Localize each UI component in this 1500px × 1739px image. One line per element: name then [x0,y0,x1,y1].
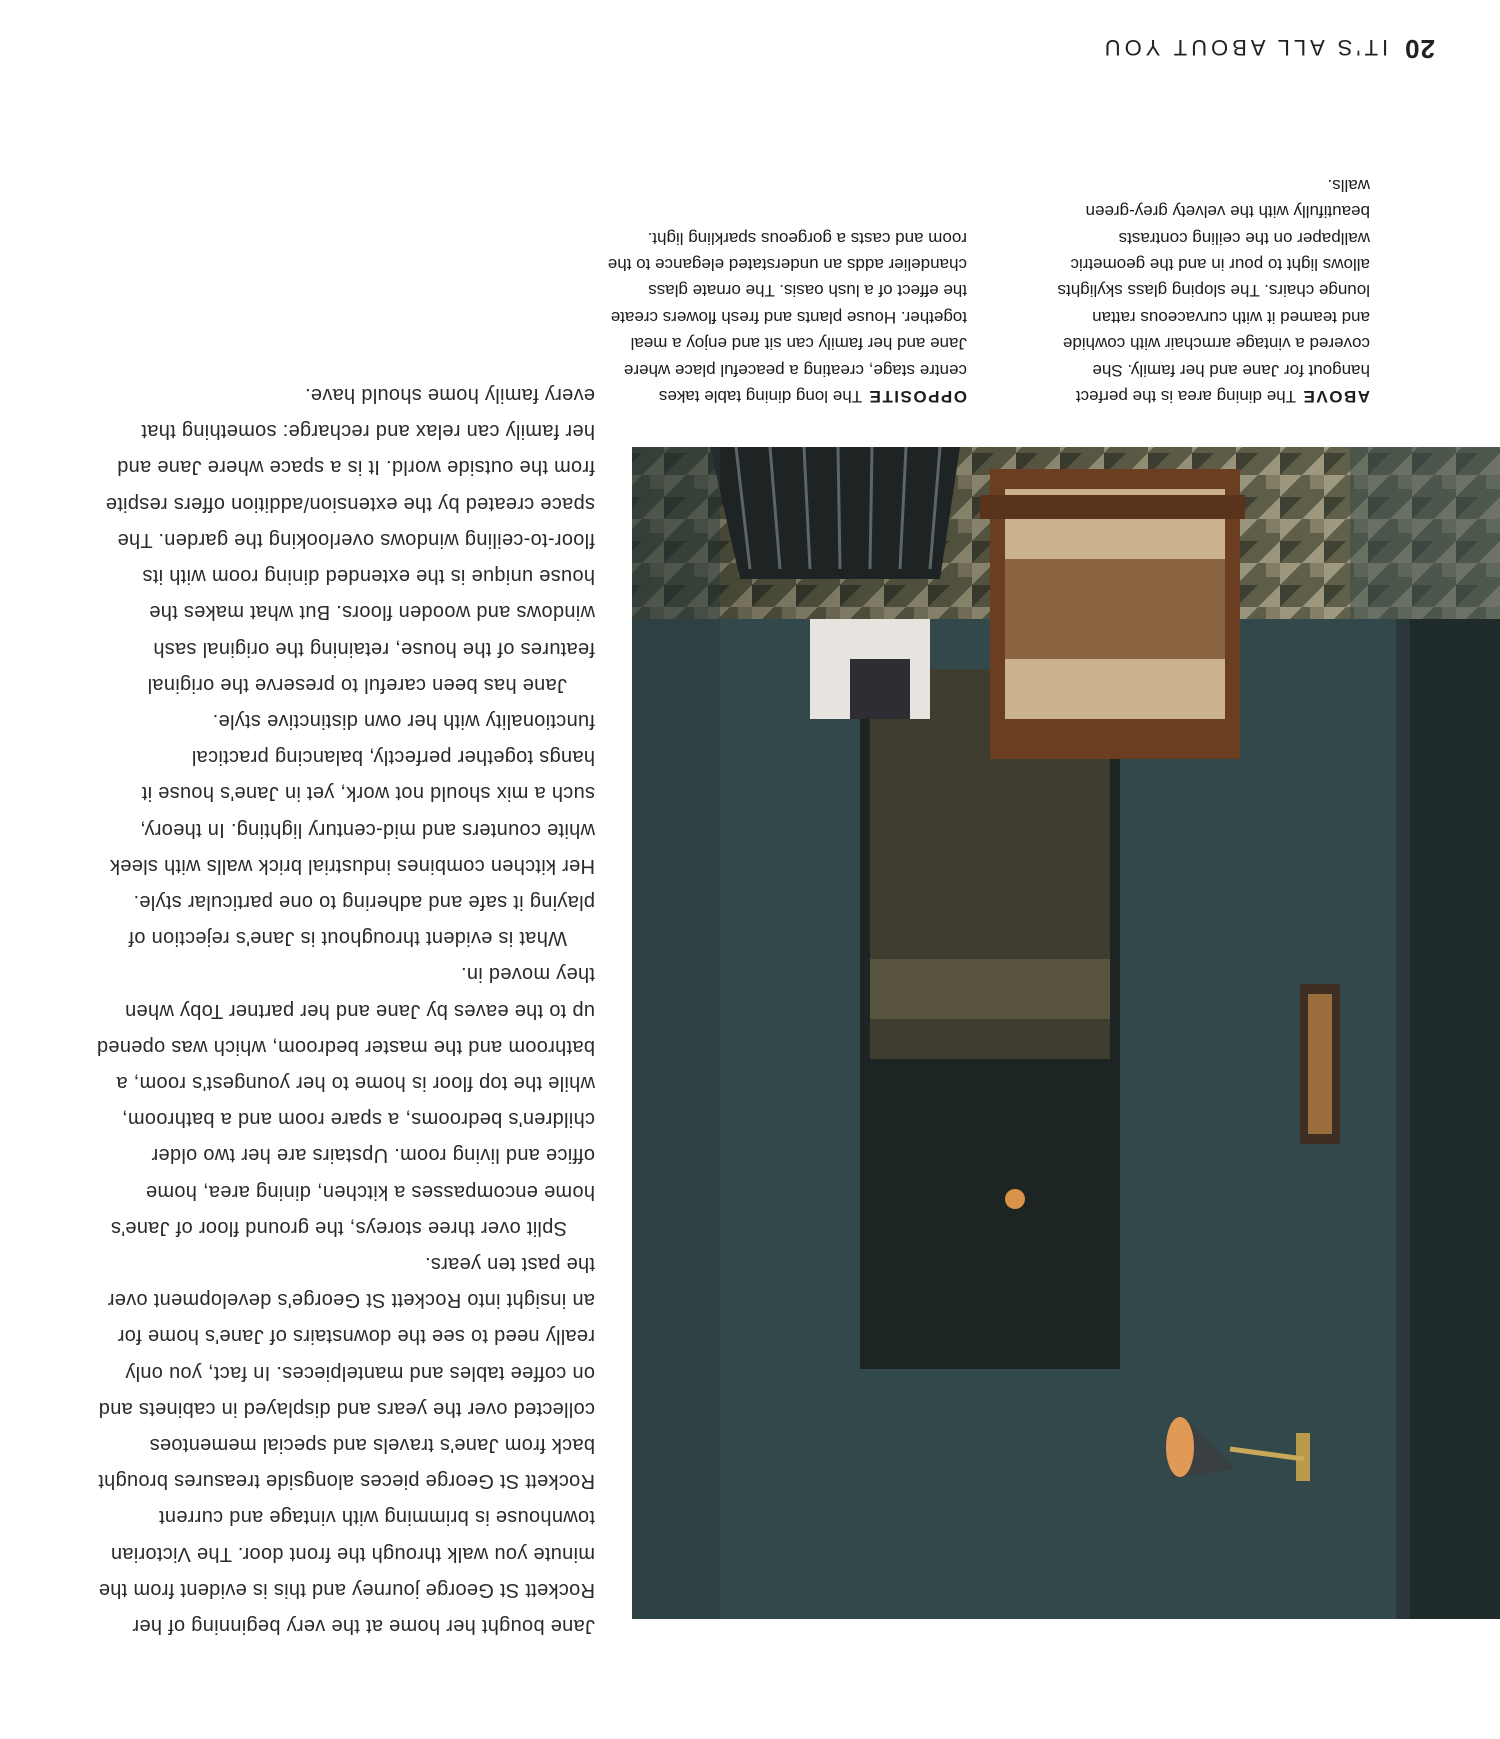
caption-above [1040,109,1370,409]
caption-lead-opposite: OPPOSITE [868,387,967,406]
body-paragraph-4: Jane has been careful to preserve the original features of the house, retaining the original sash windows and wooden floors. But what makes the house unique is the extended dining room with its floor-to-ceiling windows overlooking the garden. The space created by the extension/addition offers respite from the outside world. It is a space where Jane and her family can relax and recharge: something that every family home should have. [105,384,595,696]
page-number: 20 [1404,34,1435,64]
body-paragraph-2: Split over three storeys, the ground floor of Jane's home encompasses a kitchen, dining area, home office and living room. Upstairs are her two older children's bedrooms, a spare room and a bathroom, while the top floor is home to her youngest's room, a bathroom and the master bedroom, which was opened up to the eaves by Jane and her partner Toby when they moved in. [96,963,595,1239]
section-title: IT'S ALL ABOUT YOU [1100,35,1389,60]
dining-room-photo [632,447,1500,1619]
folio [835,24,1435,64]
body-paragraph-3: What is evident throughout is Jane's rejection of playing it safe and adhering to one particular style. Her kitchen combines industrial brick walls with sleek white counters and mid-century lighting. In theory, such a mix should not work, yet in Jane's house it hangs together perfectly, balancing practical functionality with her own distinctive style. [109,709,595,950]
caption-text-opposite: The long dining table takes centre stage, creating a peaceful place where Jane and her family can sit and enjoy a meal together. House plants and fresh flowers create the effect of a lush oasis. The ornate glass chandelier adds an understated elegance to the room and casts a gorgeous sparkling light. [607,228,967,406]
caption-text-above: The dining area is the perfect hangout for Jane and her family. She covered a vintage armchair with cowhide and teamed it with curvaceous rattan lounge chairs. The sloping glass skylights allows light to pour in and the geometric wallpaper on the ceiling contrasts beautifully with the velvety grey-green walls. [1057,175,1370,406]
caption-lead-above: ABOVE [1302,387,1370,406]
body-paragraph-1: Jane bought her home at the very beginning of her Rockett St George journey and this is evident from the minute you walk through the front door. The Victorian townhouse is brimming with vintage and current Rockett St George pieces alongside treasures brought back from Jane's travels and special mementoes collected over the years and displayed in cabinets and on coffee tables and mantelpieces. In fact, you only really need to see the downstairs of Jane's home for an insight into Rockett St George's development over the past ten years. [98,1252,595,1637]
article-body [95,84,595,1644]
photo-illustration [632,447,1500,1619]
caption-opposite [607,109,967,409]
